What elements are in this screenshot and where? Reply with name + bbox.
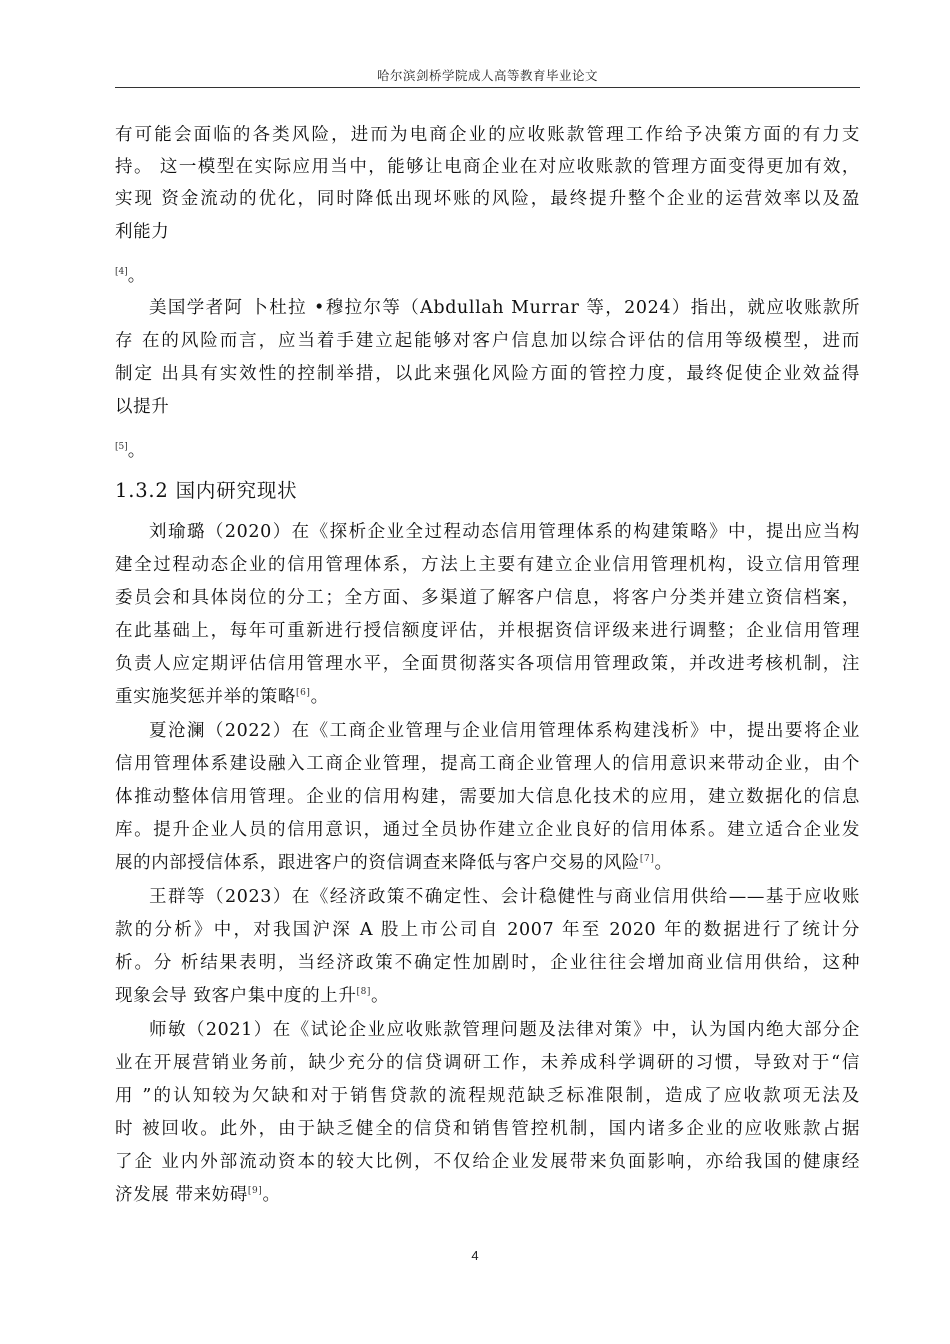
citation-ref: [7] (639, 854, 655, 865)
body-line: 了企 业内外部流动资本的较大比例，不仅给企业发展带来负面影响，亦给我国的健康经 (115, 1152, 860, 1172)
body-line: 委员会和具体岗位的分工；全方面、多渠道了解客户信息，将客户分类并建立资信档案， (115, 588, 860, 608)
body-line: 有可能会面临的各类风险，进而为电商企业的应收账款管理工作给予决策方面的有力支 (115, 125, 860, 145)
body-line: 夏沧澜（2022）在《工商企业管理与企业信用管理体系构建浅析》中，提出要将企业 (149, 721, 860, 741)
body-line: 美国学者阿 卜杜拉 •穆拉尔等（Abdullah Murrar 等，2024）指出，就应收账款所 (149, 298, 860, 318)
body-line: 在此基础上，每年可重新进行授信额度评估，并根据资信评级来进行调整；企业信用管理 (115, 621, 860, 641)
body-line: 用 ”的认知较为欠缺和对于销售贷款的流程规范缺乏标准限制，造成了应收款项无法及 (115, 1086, 860, 1106)
citation-tail: 。 (371, 986, 390, 1006)
body-line: 存 在的风险而言，应当着手建立起能够对客户信息加以综合评估的信用等级模型，进而 (115, 331, 860, 351)
page-header-title: 哈尔滨剑桥学院成人高等教育毕业论文 (376, 68, 598, 83)
citation-ref: [5] (115, 442, 128, 453)
citation-ref: [9] (247, 1186, 263, 1197)
body-line: 实现 资金流动的优化，同时降低出现坏账的风险，最终提升整个企业的运营效率以及盈 (115, 189, 860, 209)
body-line: 信用管理体系建设融入工商企业管理，提高工商企业管理人的信用意识来带动企业，由个 (115, 754, 860, 774)
section-heading: 1.3.2 国内研究现状 (115, 479, 298, 502)
body-text: 现象会导 致客户集中度的上升 (115, 986, 357, 1006)
body-line: 利能力 (115, 222, 170, 242)
citation-line (115, 437, 145, 462)
body-line: 体推动整体信用管理。企业的信用构建，需要加大信息化技术的应用，建立数据化的信息 (115, 787, 860, 807)
page-number: 4 (471, 1248, 479, 1263)
body-line: 制定 出具有实效性的控制举措，以此来强化风险方面的管控力度，最终促使企业效益得 (115, 364, 860, 384)
citation-tail: 。 (262, 1185, 281, 1205)
body-line-last (115, 683, 860, 708)
body-line: 持。 这一模型在实际应用当中，能够让电商企业在对应收账款的管理方面变得更加有效， (115, 157, 860, 177)
body-line: 负责人应定期评估信用管理水平，全面贯彻落实各项信用管理政策，并改进考核机制，注 (115, 654, 860, 674)
body-line: 以提升 (115, 397, 170, 417)
body-line: 时 被回收。此外，由于缺乏健全的信贷和销售管控机制，国内诸多企业的应收账款占据 (115, 1119, 860, 1139)
citation-tail: 。 (127, 266, 146, 286)
body-line: 刘瑜璐（2020）在《探析企业全过程动态信用管理体系的构建策略》中，提出应当构 (149, 522, 860, 542)
body-line: 建全过程动态企业的信用管理体系，方法上主要有建立企业信用管理机构，设立信用管理 (115, 555, 860, 575)
body-line: 师敏（2021）在《试论企业应收账款管理问题及法律对策》中，认为国内绝大部分企 (149, 1020, 860, 1040)
citation-tail: 。 (127, 441, 146, 461)
body-line: 析。分 析结果表明，当经济政策不确定性加剧时，企业往往会增加商业信用供给，这种 (115, 953, 860, 973)
body-line: 款的分析》中，对我国沪深 A 股上市公司自 2007 年至 2020 年的数据进行了统计分 (115, 920, 860, 940)
body-text: 济发展 带来妨碍 (115, 1185, 248, 1205)
body-line-last (115, 849, 860, 874)
citation-ref: [4] (115, 267, 128, 278)
body-line: 业在开展营销业务前，缺少充分的信贷调研工作，未养成科学调研的习惯，导致对于“信 (115, 1053, 860, 1073)
header-rule (115, 87, 860, 88)
body-text: 重实施奖惩并举的策略 (115, 687, 296, 707)
citation-ref: [8] (356, 987, 372, 998)
body-line-last (115, 1181, 860, 1206)
citation-tail: 。 (310, 687, 329, 707)
citation-tail: 。 (654, 853, 673, 873)
body-line: 王群等（2023）在《经济政策不确定性、会计稳健性与商业信用供给——基于应收账 (149, 887, 860, 907)
body-text: 展的内部授信体系，跟进客户的资信调查来降低与客户交易的风险 (115, 853, 640, 873)
body-line: 库。提升企业人员的信用意识，通过全员协作建立企业良好的信用体系。建立适合企业发 (115, 820, 860, 840)
body-line-last (115, 982, 860, 1007)
citation-ref: [6] (296, 688, 311, 699)
citation-line (115, 262, 145, 287)
